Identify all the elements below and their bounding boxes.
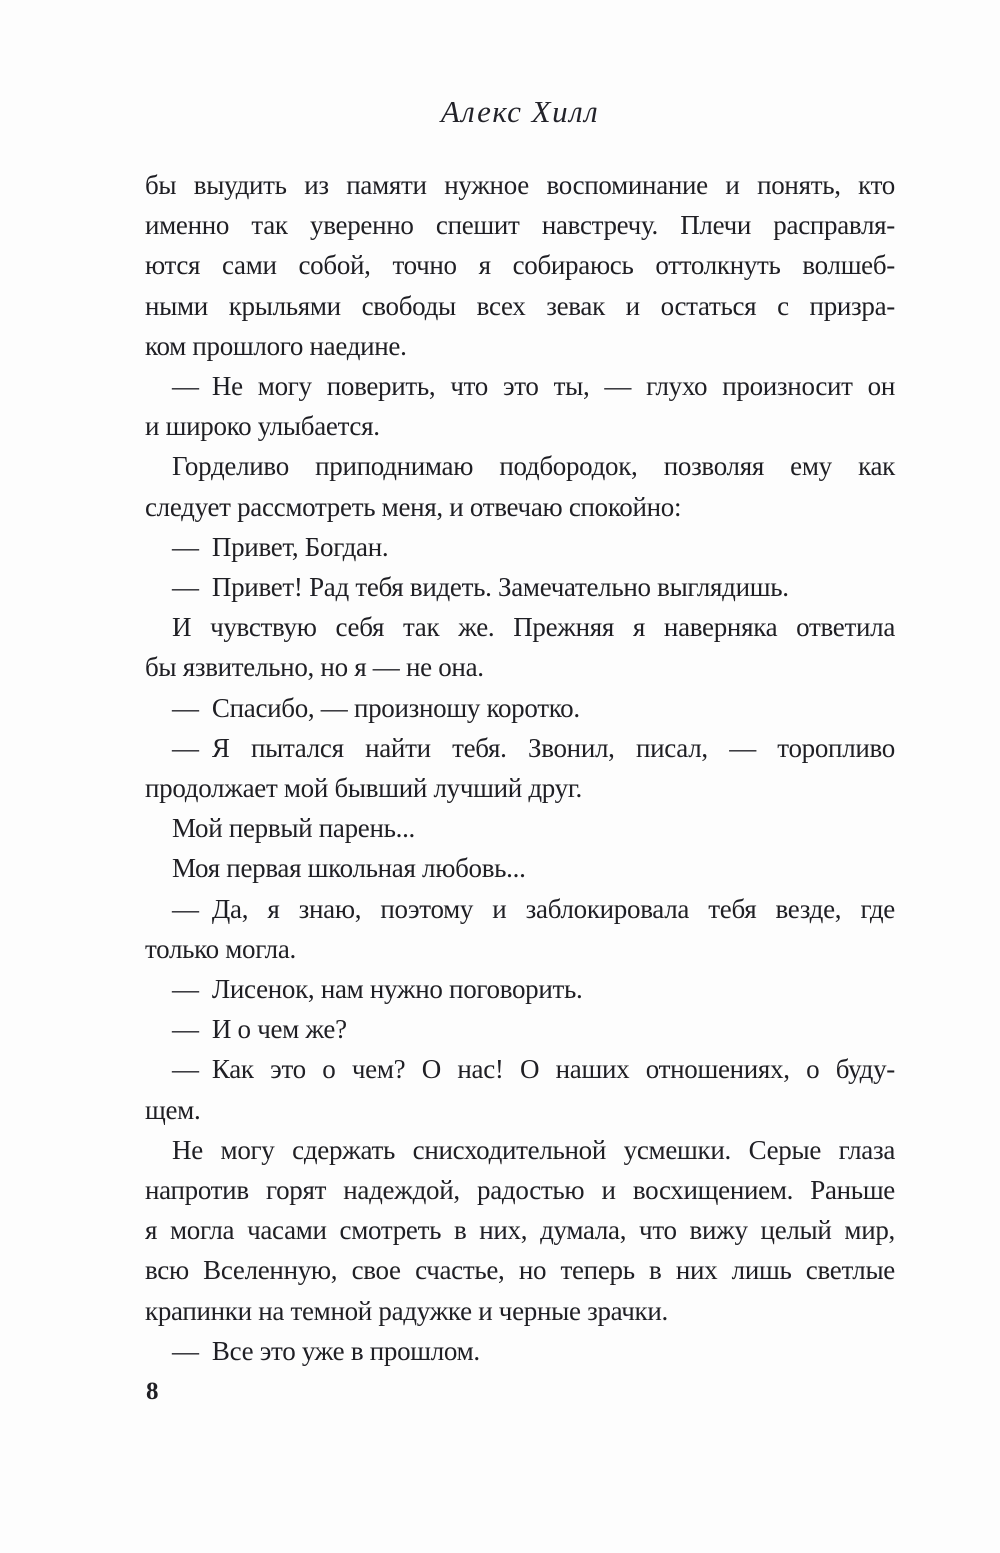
- text-line: именно так уверенно спешит навстречу. Плечи расправля-: [145, 210, 895, 241]
- author-header: Алекс Хилл: [440, 94, 600, 129]
- text-line: — Привет, Богдан.: [172, 531, 389, 562]
- text-block: [145, 165, 895, 1371]
- text-line: ются сами собой, точно я собираюсь оттолкнуть волшеб-: [145, 250, 895, 281]
- paragraph: [145, 366, 895, 446]
- text-line: — Не могу поверить, что это ты, — глухо произносит он: [172, 371, 895, 402]
- paragraph: [145, 808, 895, 848]
- text-line: Горделиво приподнимаю подбородок, позволяя ему как: [172, 451, 895, 482]
- text-line: щем.: [145, 1094, 201, 1125]
- paragraph: [145, 527, 895, 567]
- text-line: и широко улыбается.: [145, 411, 380, 442]
- text-line: Моя первая школьная любовь...: [172, 853, 526, 884]
- text-line: ными крыльями свободы всех зевак и остаться с призра-: [145, 290, 895, 321]
- paragraph: [145, 165, 895, 366]
- text-line: Мой первый парень...: [172, 813, 415, 844]
- page-number: 8: [146, 1378, 159, 1405]
- text-line: следует рассмотреть меня, и отвечаю спокойно:: [145, 491, 682, 522]
- paragraph: [145, 848, 895, 888]
- paragraph: [145, 607, 895, 687]
- text-line: — Да, я знаю, поэтому и заблокировала тебя везде, где: [172, 893, 895, 924]
- text-line: я могла часами смотреть в них, думала, что вижу целый мир,: [145, 1215, 895, 1246]
- text-line: бы выудить из памяти нужное воспоминание и понять, кто: [145, 170, 895, 200]
- paragraph: [145, 1130, 895, 1331]
- paragraph: [145, 446, 895, 526]
- paragraph: [145, 1331, 895, 1371]
- text-line: — Лисенок, нам нужно поговорить.: [172, 974, 583, 1005]
- paragraph: [145, 688, 895, 728]
- text-line: бы язвительно, но я — не она.: [145, 652, 484, 683]
- text-line: Не могу сдержать снисходительной усмешки. Серые глаза: [172, 1134, 895, 1165]
- text-line: только могла.: [145, 933, 296, 964]
- text-line: — И о чем же?: [172, 1014, 347, 1045]
- text-line: — Привет! Рад тебя видеть. Замечательно выглядишь.: [172, 572, 789, 603]
- paragraph: [145, 567, 895, 607]
- text-line: — Спасибо, — произношу коротко.: [172, 692, 580, 723]
- text-line: ком прошлого наедине.: [145, 330, 407, 361]
- text-line: — Как это о чем? О нас! О наших отношениях, о буду-: [172, 1054, 895, 1085]
- paragraph: [145, 889, 895, 969]
- text-line: напротив горят надеждой, радостью и восхищением. Раньше: [145, 1175, 895, 1206]
- text-line: — Все это уже в прошлом.: [172, 1335, 480, 1366]
- paragraph: [145, 969, 895, 1009]
- paragraph: [145, 1049, 895, 1129]
- text-line: крапинки на темной радужке и черные зрачки.: [145, 1295, 668, 1326]
- text-line: — Я пытался найти тебя. Звонил, писал, — торопливо: [172, 732, 895, 763]
- paragraph: [145, 1009, 895, 1049]
- text-line: И чувствую себя так же. Прежняя я наверняка ответила: [172, 612, 895, 643]
- text-line: всю Вселенную, свое счастье, но теперь в них лишь светлые: [145, 1255, 895, 1286]
- text-line: продолжает мой бывший лучший друг.: [145, 773, 583, 804]
- paragraph: [145, 728, 895, 808]
